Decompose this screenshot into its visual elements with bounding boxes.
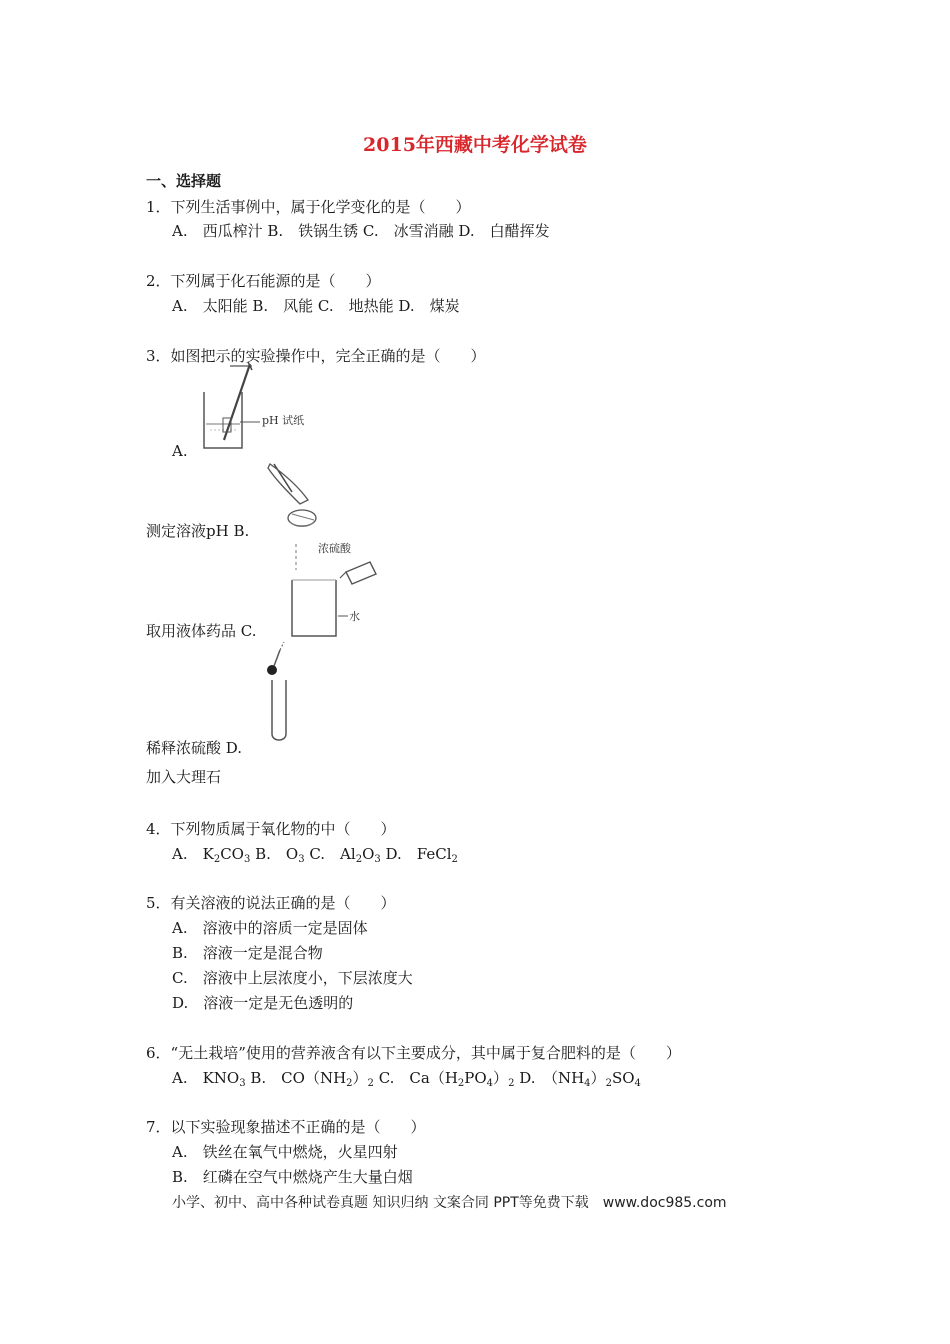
q4-sub: 3: [243, 854, 251, 865]
q4-sub: 3: [374, 854, 381, 865]
question-6-stem: 6．“无土栽培”使用的营养液含有以下主要成分，其中属于复合肥料的是（ ）: [146, 1044, 681, 1062]
q6-option-b: B. CO（NH: [245, 1069, 347, 1087]
q6-text: ）: [590, 1069, 606, 1087]
q6-option-c: C. Ca（H: [373, 1069, 458, 1087]
question-3-option-a-label: A.: [172, 442, 188, 460]
q6-text: SO: [611, 1069, 635, 1087]
q4-sub: 2: [355, 854, 363, 865]
q6-text: PO: [464, 1069, 487, 1087]
q6-sub: 2: [605, 1078, 612, 1089]
q4-option-c: C. Al: [304, 845, 356, 863]
q4-sub: 2: [213, 854, 221, 865]
section-heading: 一、选择题: [146, 172, 222, 190]
q6-option-a: A. KNO: [172, 1069, 240, 1087]
question-5-option-d: D. 溶液一定是无色透明的: [172, 994, 354, 1012]
q6-sub: 4: [634, 1078, 641, 1089]
q6-sub: 2: [508, 1078, 515, 1089]
question-5-option-b: B. 溶液一定是混合物: [172, 944, 323, 962]
question-3-caption-b: 取用液体药品 C.: [146, 622, 257, 640]
marble-test-tube-figure: [262, 640, 302, 744]
question-5-option-c: C. 溶液中上层浓度小，下层浓度大: [172, 969, 413, 987]
q4-option-d: D. FeCl: [380, 845, 452, 863]
question-3-caption-c: 稀释浓硫酸 D.: [146, 739, 243, 757]
question-5-stem: 5．有关溶液的说法正确的是（ ）: [146, 894, 396, 912]
water-label: 水: [349, 610, 360, 623]
q4-sub: 3: [298, 854, 305, 865]
concentrated-acid-label: 浓硫酸: [318, 542, 351, 555]
q4-sub: 2: [451, 854, 458, 865]
q4-option-c-mid: O: [362, 845, 375, 863]
question-3-caption-d: 加入大理石: [146, 768, 222, 786]
q4-option-a-mid: CO: [220, 845, 244, 863]
question-4-options: [172, 843, 458, 865]
question-2-options: A. 太阳能 B. 风能 C. 地热能 D. 煤炭: [172, 297, 460, 315]
q4-option-a: A. K: [172, 845, 214, 863]
q6-sub: 2: [346, 1078, 353, 1089]
ph-paper-label: pH 试纸: [262, 414, 305, 427]
q6-sub: 3: [239, 1078, 246, 1089]
question-3-stem: 3．如图把示的实验操作中，完全正确的是（ ）: [146, 347, 486, 365]
q6-sub: 2: [367, 1078, 374, 1089]
question-1-stem: 1．下列生活事例中，属于化学变化的是（ ）: [146, 198, 471, 216]
question-2-stem: 2．下列属于化石能源的是（ ）: [146, 272, 381, 290]
q6-sub: 2: [457, 1078, 465, 1089]
question-4-stem: 4．下列物质属于氧化物的中（ ）: [146, 820, 396, 838]
question-3-caption-a: 测定溶液pH B.: [146, 522, 250, 540]
q6-option-d: D. （NH: [514, 1069, 585, 1087]
question-7-option-b: B. 红磷在空气中燃烧产生大量白烟: [172, 1168, 413, 1186]
q6-sub: 4: [486, 1078, 494, 1089]
ph-test-figure: [200, 362, 310, 454]
q4-option-b: B. O: [250, 845, 299, 863]
q6-text: ）: [352, 1069, 368, 1087]
liquid-dropper-figure: [262, 462, 322, 538]
q6-text: ）: [493, 1069, 509, 1087]
footer-download-link[interactable]: 小学、初中、高中各种试卷真题 知识归纳 文案合同 PPT等免费下载 www.doc985.com: [172, 1195, 727, 1211]
question-5-option-a: A. 溶液中的溶质一定是固体: [172, 919, 368, 937]
question-7-stem: 7．以下实验现象描述不正确的是（ ）: [146, 1118, 426, 1136]
question-6-options: [172, 1067, 641, 1089]
page-title: 2015年西藏中考化学试卷: [363, 134, 587, 156]
question-1-options: A. 西瓜榨汁 B. 铁锅生锈 C. 冰雪消融 D. 白醋挥发: [172, 222, 550, 240]
question-7-option-a: A. 铁丝在氧气中燃烧，火星四射: [172, 1143, 398, 1161]
q6-sub: 4: [584, 1078, 591, 1089]
